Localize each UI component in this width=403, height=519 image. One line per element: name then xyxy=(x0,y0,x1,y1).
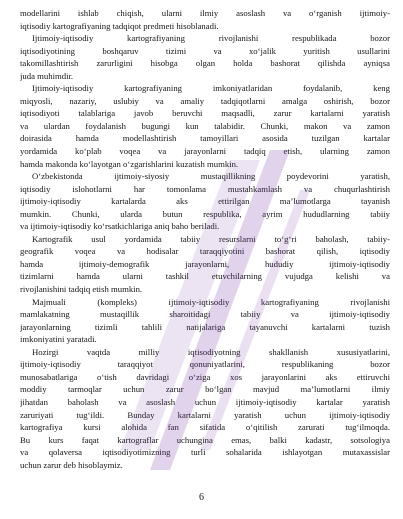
text-line: kartografiya kursi alohida fan sifatida o‘qitilish zarurati tug‘ilmoqda. xyxy=(20,422,390,433)
text-line: iqtisodiyoti talablariga javob beruvchi maqsadli, zarur kartalarni yaratish xyxy=(20,108,390,119)
text-line: mamlakatning mustaqillik sharoitidagi tabiiy va ijtimoiy-iqtisodiy xyxy=(20,309,390,320)
text-line: Majmuali (kompleks) ijtimoiy-iqtisodiy kartografiyaning rivojlanishi xyxy=(32,296,390,307)
text-line: Kartografik usul yordamida tabiiy resurslarni to‘g‘ri baholash, tabiiy- xyxy=(32,233,390,244)
text-line: Bu kurs faqat kartograflar uchungina emas, balki kadastr, sotsologiya xyxy=(20,434,390,445)
text-line: juda muhimdir. xyxy=(20,70,74,81)
text-line: miqyosli, nazariy, uslubiy va amaliy tadqiqotlarni amalga oshirish, bozor xyxy=(20,95,390,106)
text-line: Ijtimoiy-iqtisodiy kartografiyaning rivojlanishi respublikada bozor xyxy=(32,33,390,44)
text-line: moddiy tarmoqlar uchun zarur bo‘lgan mavjud ma’lumotlarni ilmiy xyxy=(20,384,390,395)
text-line: Ijtimoiy-iqtisodiy kartografiyaning imkoniyatlaridan foydalanib, keng xyxy=(32,83,390,94)
text-line: iqtisodiyotining boshqaruv tizimi va xo‘jalik yuritish usullarini xyxy=(20,45,390,56)
text-line: hamda ijtimoiy-demografik jarayonlarni, hududiy ijtimoiy-iqtisodiy xyxy=(20,258,390,269)
page-number: 6 xyxy=(199,492,204,503)
text-line: mumkin. Chunki, ularda butun respublika, ayrim hududlarning tabiiy xyxy=(20,208,390,219)
text-line: imkoniyatini yaratadi. xyxy=(20,334,97,345)
text-line: va ijtimoiy-iqtisodiy ko‘rsatkichlariga aniq baho beriladi. xyxy=(20,221,220,232)
text-line: modellarini ishlab chiqish, ularni ilmiy asoslash va o‘rganish ijtimoiy- xyxy=(20,8,390,18)
text-line: takomillashtirish zarurligini hisobga olgan holda bashorat qilishda ayniqsa xyxy=(20,58,390,69)
text-line: jihatdan baholash va asoslash uchun ijtimoiy-iqtisodiy kartalar yaratish xyxy=(20,396,390,407)
text-line: va qolaversa iqtisodiyotimizning turli sohalarida ishlayotgan mutaxassislar xyxy=(20,447,390,458)
text-line: hamda makonda ko‘layotgan o‘zgarishlarini kuzatish mumkin. xyxy=(20,158,239,169)
text-line: iqtisodiy islohotlarni har tomonlama mustahkamlash va chuqurlashtirish xyxy=(20,183,390,194)
text-line: zaruriyati tug‘ildi. Bunday kartalarni yaratish uchun ijtimoiy-iqtisodiy xyxy=(20,409,390,420)
text-line: Hozirgi vaqtda milliy iqtisodiyotning shakllanish xususiyatlarini, xyxy=(32,346,390,357)
text-line: ijtimoiy-iqtisodiy kartalarda aks ettirilgan ma’lumotlarga tayanish xyxy=(20,196,390,207)
text-line: ijtimoiy-iqtisodiy taraqqiyot qonuniyatlarini, respublikaning bozor xyxy=(20,359,390,370)
text-line: O‘zbekistonda ijtimoiy-siyosiy mustaqillikning poydevorini yaratish, xyxy=(32,171,390,182)
page-body xyxy=(20,7,390,471)
text-line: geografik voqea va hodisalar taraqqiyotini bashorat qilish, iqtisodiy xyxy=(20,246,390,257)
text-line: iqtisodiy kartografiyaning tadqiqot predmeti hisoblanadi. xyxy=(20,20,219,31)
text-line: va ulardan foydalanish bugungi kun talabidir. Chunki, makon va zamon xyxy=(20,120,390,131)
text-line: tizimlarni hamda ularni tashkil etuvchilarning vujudga kelishi va xyxy=(20,271,390,282)
text-line: jarayonlarning tizimli tahlili natijalariga tayanuvchi kartalarni tuzish xyxy=(20,321,390,332)
text-line: munosabatlariga o‘tish davridagi o‘ziga xos jarayonlarini aks ettiruvchi xyxy=(20,371,390,382)
text-line: doirasida hamda modellashtirish tamoyillari asosida tuzilgan kartalar xyxy=(20,133,390,144)
text-line: yordamida ko‘plab voqea va jarayonlarni tadqiq etish, ularning zamon xyxy=(20,146,390,157)
text-line: rivojlanishini tadqiq etish mumkin. xyxy=(20,284,143,295)
text-line: uchun zarur deb hisoblaymiz. xyxy=(20,459,123,470)
